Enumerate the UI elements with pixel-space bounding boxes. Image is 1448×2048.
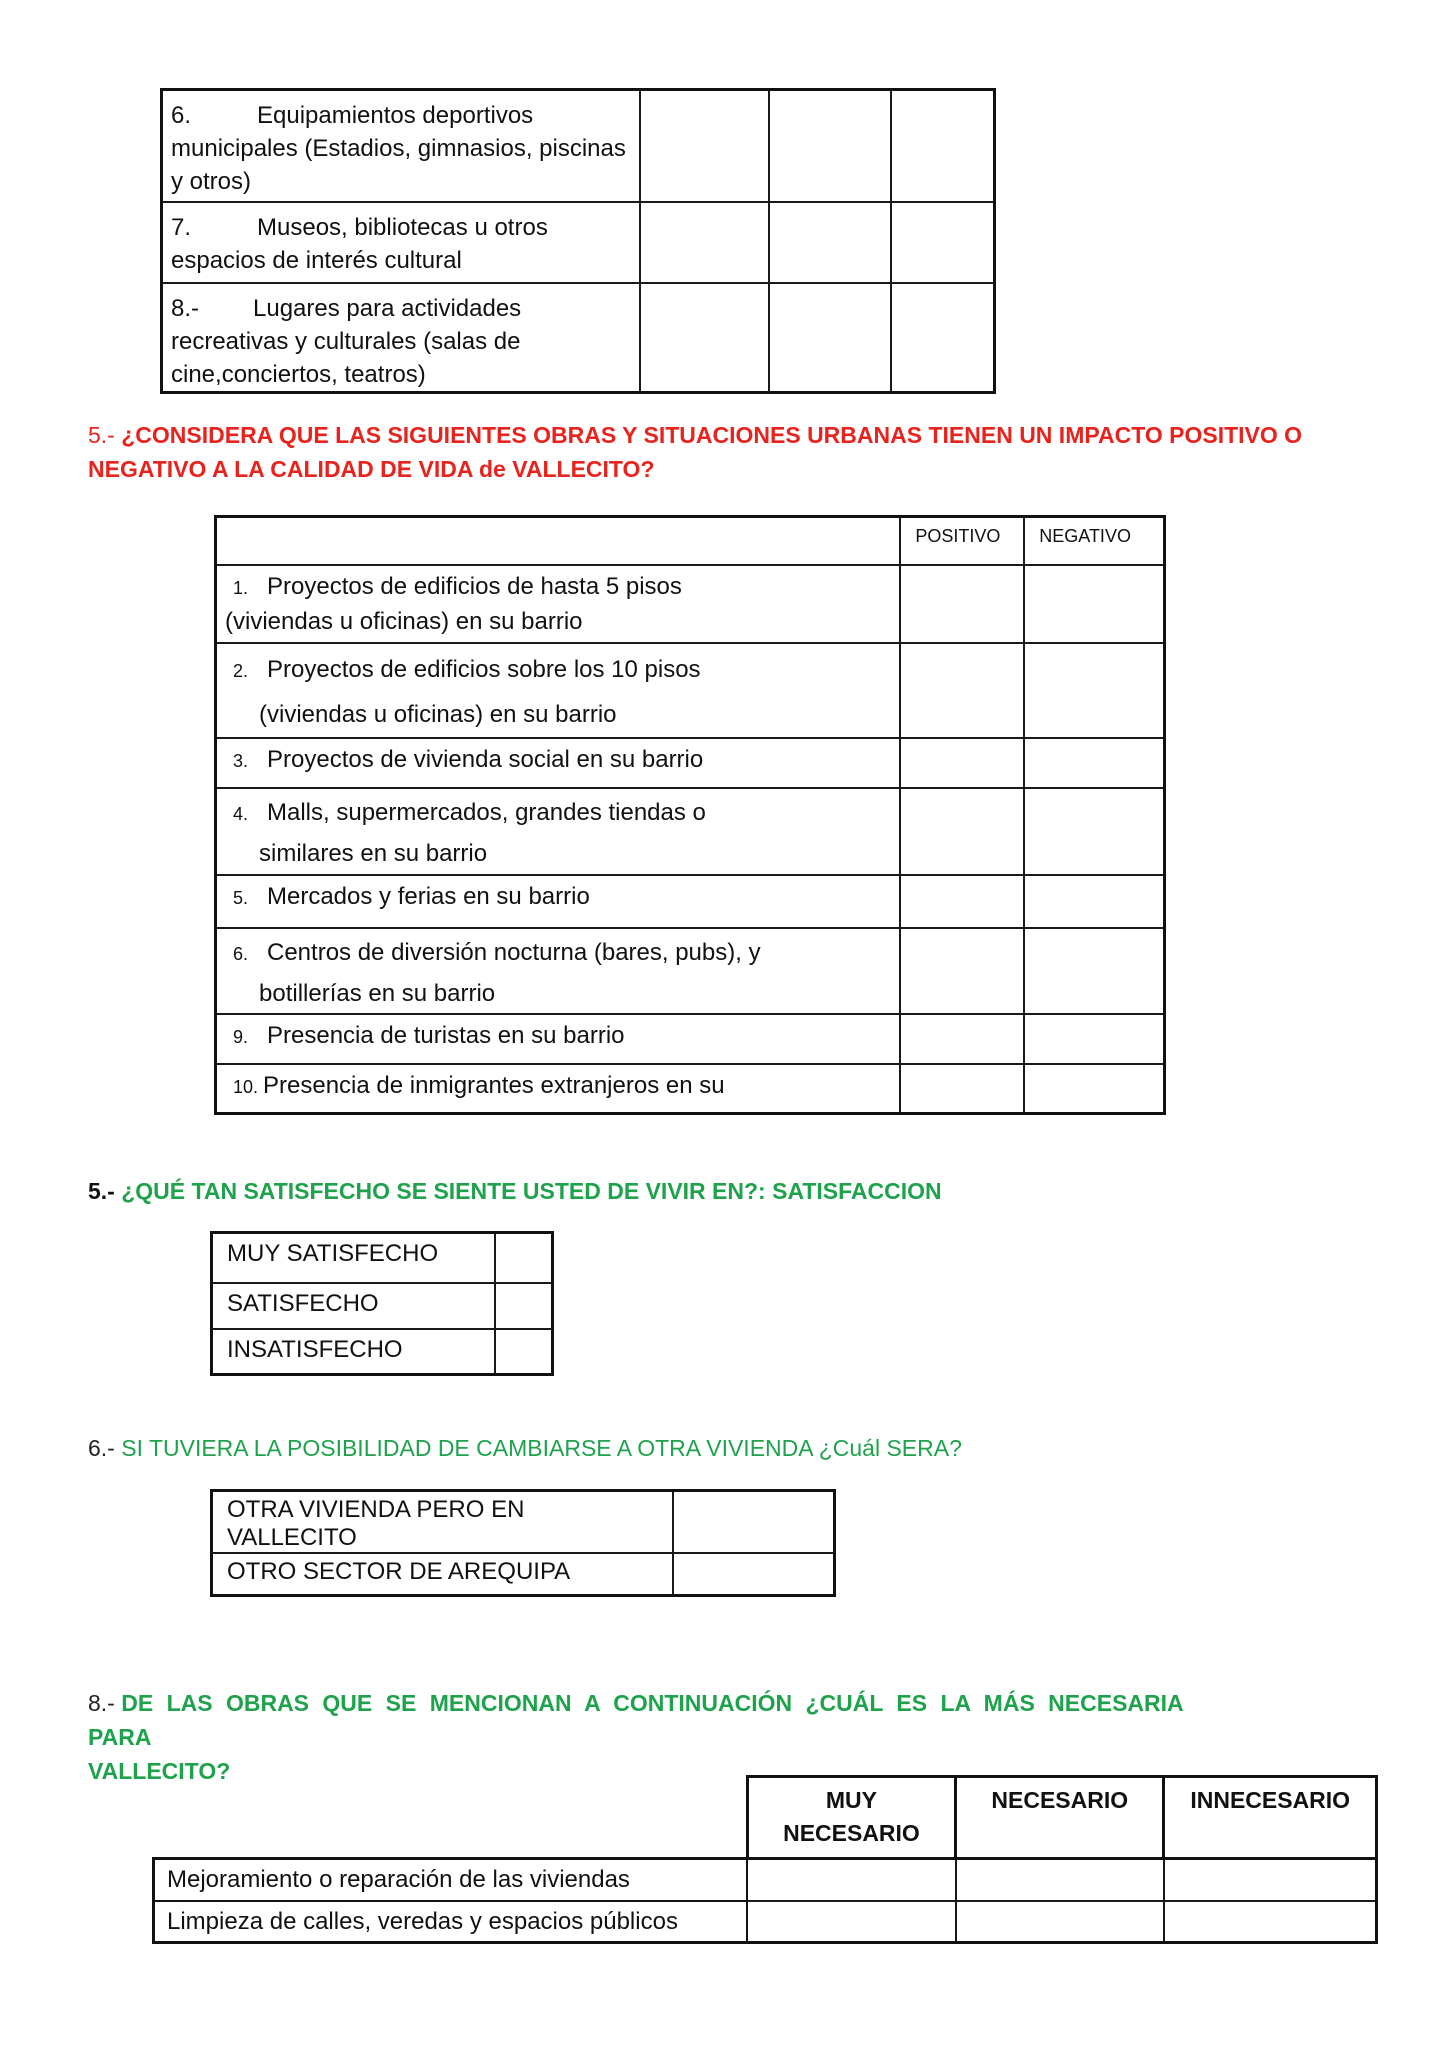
option-checkbox[interactable]	[495, 1233, 553, 1283]
question-8-heading	[88, 1686, 1198, 1788]
negativo-checkbox[interactable]	[1024, 738, 1164, 788]
table-row	[216, 928, 1165, 1014]
row-label	[162, 202, 641, 283]
row-label	[216, 738, 901, 788]
table-row	[212, 1553, 835, 1595]
row-text: recreativas y culturales (salas de	[171, 327, 521, 355]
answer-cell[interactable]	[891, 283, 994, 393]
row-number: 6.	[171, 102, 192, 129]
row-text: Proyectos de edificios de hasta 5 pisos	[267, 572, 682, 600]
row-label	[216, 1014, 901, 1064]
answer-cell[interactable]	[769, 202, 892, 283]
innecesario-checkbox[interactable]	[1164, 1859, 1377, 1901]
row-text: (viviendas u oficinas) en su barrio	[259, 700, 617, 728]
table-row	[212, 1233, 553, 1283]
option-label	[212, 1553, 673, 1595]
header-necesario	[956, 1777, 1164, 1859]
option-text: MUY SATISFECHO	[227, 1240, 439, 1267]
positivo-checkbox[interactable]	[900, 928, 1024, 1014]
row-number: 4.	[233, 803, 249, 824]
question-6-heading	[88, 1431, 1288, 1465]
positivo-checkbox[interactable]	[900, 738, 1024, 788]
row-text: espacios de interés cultural	[171, 246, 462, 274]
negativo-checkbox[interactable]	[1024, 1014, 1164, 1064]
negativo-checkbox[interactable]	[1024, 643, 1164, 738]
table-cambio-vivienda	[210, 1489, 836, 1597]
table-row	[162, 202, 995, 283]
answer-cell[interactable]	[640, 283, 769, 393]
row-label	[162, 90, 641, 202]
row-text: Presencia de inmigrantes extranjeros en su	[263, 1071, 725, 1099]
answer-cell[interactable]	[640, 90, 769, 202]
question-5-impacto-heading	[88, 418, 1368, 486]
row-number: 6.	[233, 943, 249, 964]
question-title-row	[88, 1686, 1198, 1754]
row-text: similares en su barrio	[259, 839, 488, 867]
muy-necesario-checkbox[interactable]	[747, 1859, 955, 1901]
row-text: Proyectos de edificios sobre los 10 pisos	[267, 655, 701, 683]
header-innecesario	[1164, 1777, 1377, 1859]
question-title-line: NEGATIVO A LA CALIDAD DE VIDA de VALLECITO?	[88, 456, 655, 482]
answer-cell[interactable]	[640, 202, 769, 283]
answer-cell[interactable]	[891, 90, 994, 202]
table-satisfaccion	[210, 1231, 554, 1376]
option-checkbox[interactable]	[495, 1329, 553, 1375]
table-row	[212, 1283, 553, 1329]
table-row	[212, 1329, 553, 1375]
row-text: municipales (Estadios, gimnasios, piscinas	[171, 135, 626, 162]
positivo-checkbox[interactable]	[900, 643, 1024, 738]
row-label	[216, 565, 901, 643]
row-text: botillerías en su barrio	[259, 979, 496, 1007]
table-row	[162, 90, 995, 202]
row-number: 7.	[171, 213, 192, 241]
row-number: 9.	[233, 1026, 249, 1047]
table-row	[154, 1901, 1377, 1943]
row-text: Lugares para actividades	[253, 294, 522, 322]
option-text: INSATISFECHO	[227, 1335, 403, 1363]
header-negativo	[1024, 517, 1164, 565]
row-text: y otros)	[171, 168, 252, 195]
option-checkbox[interactable]	[673, 1553, 835, 1595]
row-text: Equipamientos deportivos	[257, 102, 534, 129]
negativo-checkbox[interactable]	[1024, 565, 1164, 643]
positivo-checkbox[interactable]	[900, 875, 1024, 928]
negativo-checkbox[interactable]	[1024, 1064, 1164, 1114]
negativo-checkbox[interactable]	[1024, 928, 1164, 1014]
row-number: 3.	[233, 750, 249, 771]
row-number: 8.-	[171, 294, 200, 322]
table-equipamientos	[160, 88, 996, 394]
option-label	[212, 1233, 495, 1283]
header-muy-necesario	[747, 1777, 955, 1859]
row-label	[216, 928, 901, 1014]
row-label	[216, 788, 901, 875]
table-row	[216, 1064, 1165, 1114]
table-row	[212, 1491, 835, 1554]
question-5-satisfaccion-heading	[88, 1174, 1288, 1208]
table-row	[154, 1859, 1377, 1901]
option-label	[212, 1283, 495, 1329]
table-row	[216, 738, 1165, 788]
table-row	[162, 283, 995, 393]
row-text: Centros de diversión nocturna (bares, pubs), y	[267, 938, 761, 966]
table-row	[216, 788, 1165, 875]
row-text: Mejoramiento o reparación de las viviendas	[167, 1866, 630, 1893]
question-title-text: DE LAS OBRAS QUE SE MENCIONAN A CONTINUACIÓN ¿CUÁL ES LA MÁS NECESARIA PARA	[88, 1690, 1183, 1750]
row-number: 2.	[233, 660, 249, 681]
question-number: 8.-	[88, 1690, 115, 1716]
row-text: Proyectos de vivienda social en su barrio	[267, 745, 704, 773]
row-label	[154, 1859, 748, 1901]
answer-cell[interactable]	[891, 202, 994, 283]
answer-cell[interactable]	[769, 283, 892, 393]
negativo-checkbox[interactable]	[1024, 788, 1164, 875]
table-impacto	[214, 515, 1166, 1115]
row-label	[216, 643, 901, 738]
question-title-line: VALLECITO?	[88, 1758, 231, 1784]
option-text: OTRA VIVIENDA PERO EN VALLECITO	[227, 1496, 525, 1551]
row-text: Museos, bibliotecas u otros	[257, 213, 548, 241]
question-number: 6.-	[88, 1435, 115, 1461]
row-label	[162, 283, 641, 393]
answer-cell[interactable]	[769, 90, 892, 202]
table-row	[216, 875, 1165, 928]
table-row	[216, 643, 1165, 738]
table-header-row	[154, 1777, 1377, 1859]
row-text: (viviendas u oficinas) en su barrio	[225, 607, 583, 635]
option-label	[212, 1329, 495, 1375]
row-text: Limpieza de calles, veredas y espacios públicos	[167, 1907, 678, 1935]
option-checkbox[interactable]	[495, 1283, 553, 1329]
row-label	[216, 1064, 901, 1114]
row-text: Malls, supermercados, grandes tiendas o	[267, 798, 706, 826]
table-header-row	[216, 517, 1165, 565]
option-checkbox[interactable]	[673, 1491, 835, 1554]
option-label	[212, 1491, 673, 1554]
muy-necesario-checkbox[interactable]	[747, 1901, 955, 1943]
table-obras-necesarias	[152, 1775, 1378, 1944]
question-title-line: ¿CONSIDERA QUE LAS SIGUIENTES OBRAS Y SITUACIONES URBANAS TIENEN UN IMPACTO POSITIVO O	[121, 422, 1303, 448]
row-number: 10.	[233, 1076, 259, 1097]
option-text: SATISFECHO	[227, 1289, 379, 1317]
question-title: ¿QUÉ TAN SATISFECHO SE SIENTE USTED DE VIVIR EN?: SATISFACCION	[121, 1178, 942, 1204]
positivo-checkbox[interactable]	[900, 1064, 1024, 1114]
table-row	[216, 1014, 1165, 1064]
necesario-checkbox[interactable]	[956, 1859, 1164, 1901]
row-number: 5.	[233, 887, 249, 908]
column-header: INNECESARIO	[1190, 1787, 1351, 1813]
positivo-checkbox[interactable]	[900, 1014, 1024, 1064]
column-header-line: MUY	[825, 1787, 878, 1813]
positivo-checkbox[interactable]	[900, 788, 1024, 875]
column-header-line: NECESARIO	[783, 1820, 920, 1846]
column-header: NEGATIVO	[1039, 526, 1131, 546]
row-label	[154, 1901, 748, 1943]
question-number: 5.-	[88, 422, 115, 448]
necesario-checkbox[interactable]	[956, 1901, 1164, 1943]
column-header: POSITIVO	[915, 526, 1001, 546]
row-number: 1.	[233, 577, 249, 598]
row-text: cine,conciertos, teatros)	[171, 360, 426, 388]
negativo-checkbox[interactable]	[1024, 875, 1164, 928]
header-empty-cell	[216, 517, 901, 565]
header-positivo	[900, 517, 1024, 565]
header-empty-cell	[154, 1777, 748, 1859]
row-text: Mercados y ferias en su barrio	[267, 882, 590, 910]
positivo-checkbox[interactable]	[900, 565, 1024, 643]
innecesario-checkbox[interactable]	[1164, 1901, 1377, 1943]
question-title-line	[88, 1686, 1198, 1754]
option-text: OTRO SECTOR DE AREQUIPA	[227, 1558, 571, 1585]
row-text: Presencia de turistas en su barrio	[267, 1021, 625, 1049]
question-title: SI TUVIERA LA POSIBILIDAD DE CAMBIARSE A OTRA VIVIENDA ¿Cuál SERA?	[121, 1435, 962, 1461]
question-number: 5.-	[88, 1178, 115, 1204]
table-row	[216, 565, 1165, 643]
row-label	[216, 875, 901, 928]
column-header: NECESARIO	[991, 1787, 1129, 1813]
